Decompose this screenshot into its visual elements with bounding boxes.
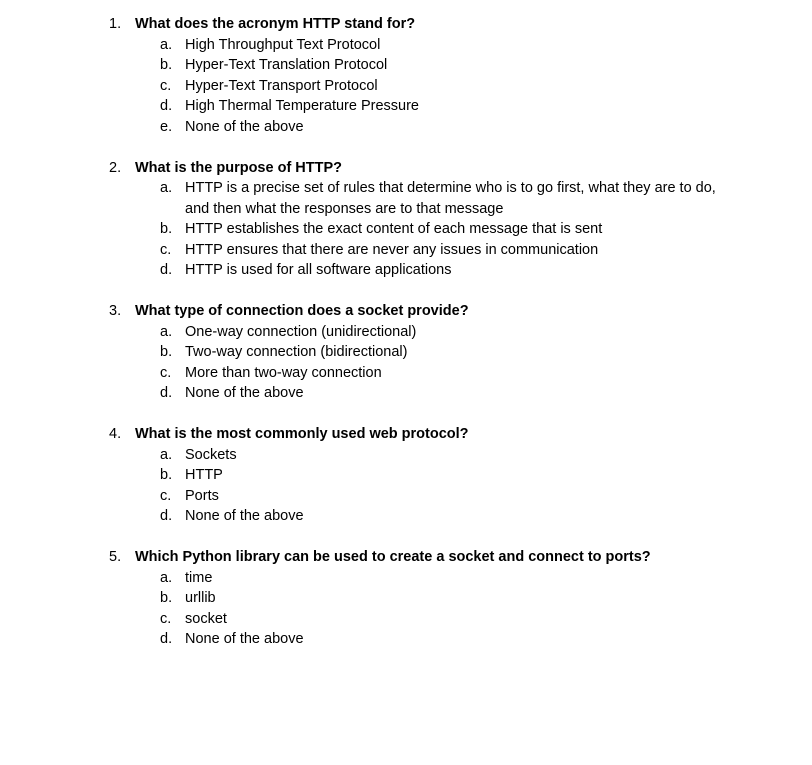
question-heading xyxy=(0,158,812,179)
question-1 xyxy=(0,14,812,137)
option-text: time xyxy=(185,569,213,586)
option-text: None of the above xyxy=(185,631,304,647)
option-list xyxy=(0,322,812,404)
option-text: None of the above xyxy=(185,385,304,401)
option-list xyxy=(0,178,812,281)
option-text: HTTP xyxy=(185,467,223,483)
option-text: HTTP is a precise set of rules that determine who is to go first, what they are to do, and then what the responses are to that message xyxy=(185,180,716,217)
question-5 xyxy=(0,547,812,650)
question-text: What does the acronym HTTP stand for? xyxy=(135,16,416,32)
option-letter: c. xyxy=(160,77,172,94)
option-letter: c. xyxy=(160,487,172,504)
option-letter: b. xyxy=(160,221,173,237)
option-b xyxy=(0,55,812,76)
option-d xyxy=(0,96,812,117)
option-a xyxy=(0,445,812,466)
quiz-document xyxy=(0,14,812,670)
option-a xyxy=(0,35,812,56)
option-letter: b. xyxy=(160,57,173,73)
option-c xyxy=(0,240,812,261)
option-list xyxy=(0,445,812,527)
question-4 xyxy=(0,424,812,527)
question-text: What is the purpose of HTTP? xyxy=(135,159,343,176)
option-letter: c. xyxy=(160,364,172,381)
option-b xyxy=(0,588,812,609)
option-text: HTTP ensures that there are never any issues in communication xyxy=(185,241,599,258)
option-letter: a. xyxy=(160,180,173,196)
option-text: Sockets xyxy=(185,446,237,463)
option-b xyxy=(0,342,812,363)
option-text: socket xyxy=(185,610,227,627)
option-list xyxy=(0,568,812,650)
question-number: 5. xyxy=(109,549,122,565)
option-text: HTTP is used for all software applications xyxy=(185,262,452,278)
question-number: 2. xyxy=(109,159,122,176)
option-letter: b. xyxy=(160,467,173,483)
option-a xyxy=(0,568,812,589)
option-text: None of the above xyxy=(185,508,304,524)
question-text: What type of connection does a socket provide? xyxy=(135,303,469,319)
option-b xyxy=(0,219,812,240)
option-text: More than two-way connection xyxy=(185,364,382,381)
option-letter: c. xyxy=(160,610,172,627)
option-a xyxy=(0,178,812,219)
option-text: Ports xyxy=(185,487,219,504)
option-d xyxy=(0,506,812,527)
option-letter: d. xyxy=(160,631,173,647)
option-text: One-way connection (unidirectional) xyxy=(185,323,417,340)
question-heading xyxy=(0,547,812,568)
option-e xyxy=(0,117,812,138)
option-b xyxy=(0,465,812,486)
option-letter: a. xyxy=(160,36,173,53)
option-list xyxy=(0,35,812,138)
option-text: High Thermal Temperature Pressure xyxy=(185,98,419,114)
option-text: Hyper-Text Translation Protocol xyxy=(185,57,388,73)
question-heading xyxy=(0,301,812,322)
question-text: Which Python library can be used to create a socket and connect to ports? xyxy=(135,549,651,565)
option-letter: a. xyxy=(160,569,173,586)
option-letter: c. xyxy=(160,241,172,258)
option-letter: a. xyxy=(160,446,173,463)
option-text: High Throughput Text Protocol xyxy=(185,36,381,53)
option-c xyxy=(0,486,812,507)
option-letter: d. xyxy=(160,385,173,401)
question-text: What is the most commonly used web protocol? xyxy=(135,426,469,442)
option-letter: d. xyxy=(160,508,173,524)
option-d xyxy=(0,260,812,281)
question-2 xyxy=(0,158,812,281)
option-text: Hyper-Text Transport Protocol xyxy=(185,77,378,94)
question-heading xyxy=(0,424,812,445)
question-3 xyxy=(0,301,812,404)
option-letter: b. xyxy=(160,344,173,360)
option-letter: e. xyxy=(160,118,173,135)
option-letter: d. xyxy=(160,262,173,278)
question-heading xyxy=(0,14,812,35)
question-number: 3. xyxy=(109,303,122,319)
option-letter: a. xyxy=(160,323,173,340)
option-text: urllib xyxy=(185,590,216,606)
option-d xyxy=(0,383,812,404)
option-c xyxy=(0,609,812,630)
option-text: HTTP establishes the exact content of each message that is sent xyxy=(185,221,603,237)
option-letter: d. xyxy=(160,98,173,114)
option-text: None of the above xyxy=(185,118,304,135)
question-number: 1. xyxy=(109,16,122,32)
option-a xyxy=(0,322,812,343)
option-d xyxy=(0,629,812,650)
option-letter: b. xyxy=(160,590,173,606)
option-text: Two-way connection (bidirectional) xyxy=(185,344,408,360)
option-c xyxy=(0,363,812,384)
option-c xyxy=(0,76,812,97)
question-number: 4. xyxy=(109,426,122,442)
